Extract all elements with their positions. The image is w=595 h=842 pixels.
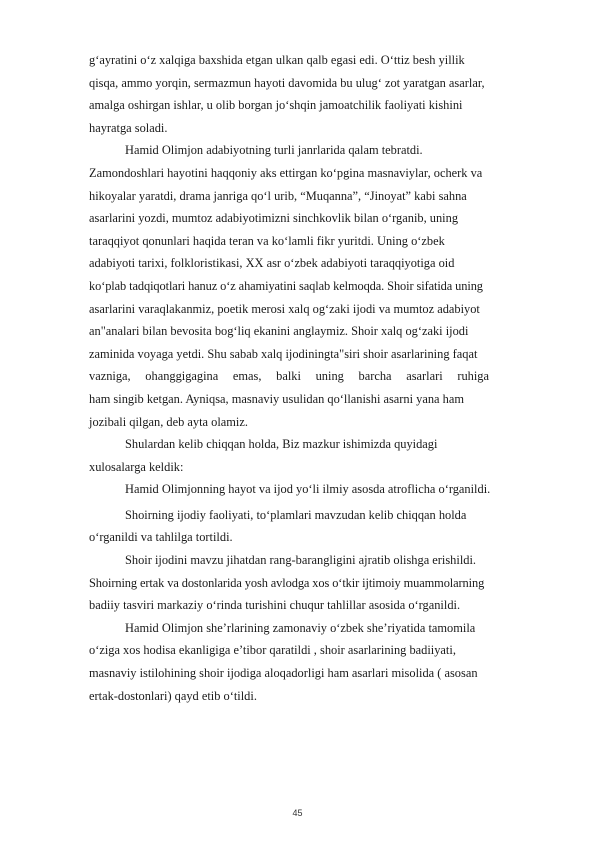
text-line: hikoyalar yaratdi, drama janriga qo‘l urib, “Muqanna”, “Jinoyat” kabi sahna xyxy=(89,188,467,203)
text-line: amalga oshirgan ishlar, u olib borgan jo‘shqin jamoatchilik faoliyati kishini xyxy=(89,98,463,113)
conclusion-item: Hamid Olimjonning hayot va ijod yo‘li ilmiy asosda atroflicha o‘rganildi. xyxy=(125,482,491,497)
page-number: 45 xyxy=(292,808,303,818)
text-line: taraqqiyot qonunlari haqida teran va ko‘lamli fikr yuritdi. Uning o‘zbek xyxy=(89,233,445,248)
text-line: o‘ziga xos hodisa ekanligiga e’tibor qaratildi , shoir asarlarining badiiyati, xyxy=(89,643,456,658)
text-line: zaminida voyaga yetdi. Shu sabab xalq ijodiningta"siri shoir asarlarining faqat xyxy=(89,346,478,361)
text-line: hayratga soladi. xyxy=(89,120,168,135)
text-line: qisqa, ammo yorqin, sermazmun hayoti davomida bu ulug‘ zot yaratgan asarlar, xyxy=(89,75,485,90)
text-line: Shoirning ertak va dostonlarida yosh avlodga xos o‘tkir ijtimoiy muammolarning xyxy=(89,575,485,590)
text-line: masnaviy istilohining shoir ijodiga aloqadorligi ham asarlari misolida ( asosan xyxy=(89,666,478,681)
text-line: ertak-dostonlari) qayd etib o‘tildi. xyxy=(89,688,257,703)
paragraph-start-line: Shulardan kelib chiqqan holda, Biz mazkur ishimizda quyidagi xyxy=(125,437,438,452)
text-line: adabiyoti tarixi, folkloristikasi, XX asr o‘zbek adabiyoti taraqqiyotiga oid xyxy=(89,256,455,271)
text-line: badiiy tasviri markaziy o‘rinda turishini chuqur tahlillar asosida o‘rganildi. xyxy=(89,598,461,613)
text-line: ham singib ketgan. Ayniqsa, masnaviy usulidan qo‘llanishi asarni yana ham xyxy=(89,391,464,406)
text-line: g‘ayratini o‘z xalqiga baxshida etgan ulkan qalb egasi edi. O‘ttiz besh yillik xyxy=(89,53,465,67)
body-text xyxy=(89,49,547,707)
text-line: jozibali qilgan, deb ayta olamiz. xyxy=(89,414,248,429)
conclusion-item: Shoir ijodini mavzu jihatdan rang-barangligini ajratib olishga erishildi. xyxy=(125,553,476,568)
text-line: asarlarini yozdi, mumtoz adabiyotimizni sinchkovlik bilan o‘rganib, uning xyxy=(89,211,459,226)
conclusion-item: Shoirning ijodiy faoliyati, to‘plamlari mavzudan kelib chiqqan holda xyxy=(125,507,467,522)
text-line: asarlarini varaqlakanmiz, poetik merosi xalq og‘zaki ijodi va mumtoz adabiyot xyxy=(89,301,480,316)
text-line: an"analari bilan bevosita bog‘liq ekanini anglaymiz. Shoir xalq og‘zaki ijodi xyxy=(89,324,469,339)
text-line: ko‘plab tadqiqotlari hanuz o‘z ahamiyatini saqlab kelmoqda. Shoir sifatida uning xyxy=(89,278,483,293)
text-line: vazniga, ohanggigagina emas, balki uning barcha asarlari ruhiga xyxy=(89,369,489,384)
text-line: xulosalarga keldik: xyxy=(89,459,184,474)
paragraph-start-line: Hamid Olimjon adabiyotning turli janrlarida qalam tebratdi. xyxy=(125,143,423,158)
text-line: o‘rganildi va tahlilga tortildi. xyxy=(89,530,233,545)
conclusion-item: Hamid Olimjon she’rlarining zamonaviy o‘zbek she’riyatida tamomila xyxy=(125,620,476,635)
text-line: Zamondoshlari hayotini haqqoniy aks ettirgan ko‘pgina masnaviylar, ocherk va xyxy=(89,165,483,180)
